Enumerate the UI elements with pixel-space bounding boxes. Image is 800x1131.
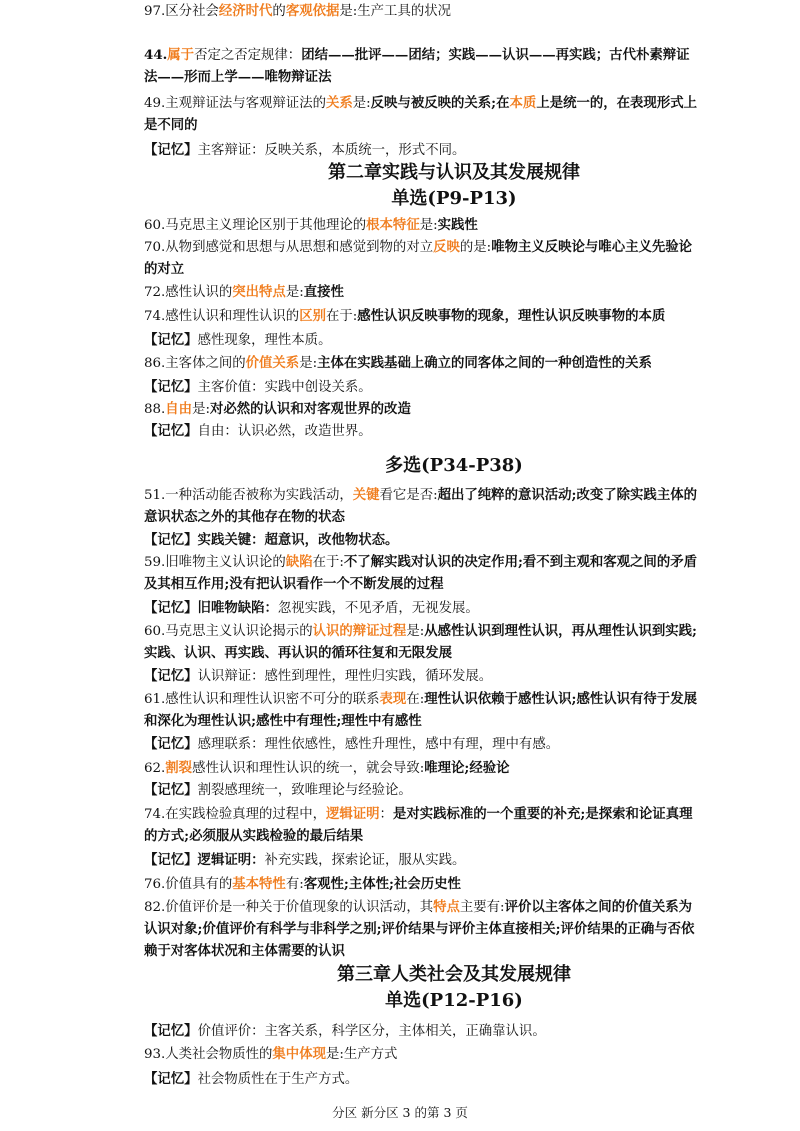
line-text: 是不同的 [144, 117, 198, 133]
memory-note-m82 [144, 1020, 764, 1043]
line-text: 认识辩证：感性到理性，理性归实践，循环发展。 [197, 669, 493, 684]
memory-tag: 【记忆】旧唯物缺陷： [144, 600, 278, 616]
memory-tag: 【记忆】 [144, 1071, 198, 1087]
line-text: 感性认识和理性认识的统一，就会导致: [192, 761, 425, 776]
line-text: 60.马克思主义理论区别于其他理论的 [144, 218, 367, 233]
highlight-keyword: 关键 [352, 487, 380, 503]
line-text: 44. [144, 47, 168, 63]
question-line-q72 [144, 281, 764, 304]
line-text: 是:生产方式 [325, 1047, 398, 1062]
line-text: 是: [299, 356, 318, 371]
highlight-keyword: 割裂 [165, 760, 193, 776]
line-text: 82.价值评价是一种关于价值现象的认识活动，其 [144, 900, 434, 915]
chapter-2-title: 第二章实践与认识及其发展规律 [328, 162, 580, 183]
highlight-keyword: 自由 [165, 401, 193, 417]
memory-note-m61 [144, 733, 764, 756]
line-text: 59.旧唯物主义认识论的 [144, 555, 286, 570]
highlight-keyword: 区别 [299, 308, 326, 324]
line-text: 看它是否: [379, 488, 438, 503]
highlight-keyword: 特点 [433, 899, 460, 915]
memory-tag: 【记忆】 [144, 423, 198, 439]
highlight-keyword: 价值关系 [245, 355, 300, 371]
line-text: 49.主观辩证法与客观辩证法的 [144, 96, 326, 111]
line-text: 实践、认识、再实践、再认识的循环往复和无限发展 [144, 645, 452, 661]
line-text: 的方式;必须服从实践检验的最后结果 [144, 828, 364, 844]
line-text: 是: [192, 402, 210, 417]
line-text: 超出了纯粹的意识活动;改变了除实践主体的 [437, 487, 697, 503]
memory-tag: 【记忆】 [144, 1023, 198, 1039]
line-text: 意识状态之外的其他存在物的状态 [144, 509, 345, 525]
memory-tag: 【记忆】 [144, 379, 198, 395]
memory-tag: 【记忆】 [144, 142, 198, 158]
question-line-q51b [144, 506, 764, 529]
line-text: 割裂感理统一，致唯理论与经验论。 [197, 783, 412, 798]
highlight-keyword: 基本特性 [232, 876, 286, 892]
question-line-q74 [144, 305, 764, 328]
question-line-q44b [144, 66, 764, 89]
chapter-2-single-choice-heading: 单选(P9-P13) [391, 188, 517, 209]
line-text: 主要有: [459, 900, 505, 915]
question-line-q82b [144, 918, 764, 941]
line-text: 否定之否定规律： [194, 48, 302, 63]
question-line-q59b [144, 573, 764, 596]
line-text: 61.感性认识和理性认识密不可分的联系 [144, 692, 380, 707]
memory-tag: 【记忆】 [144, 782, 198, 798]
line-text: 是: [352, 96, 371, 111]
question-line-q60 [144, 214, 764, 237]
line-text: 感性现象，理性本质。 [197, 333, 332, 348]
memory-note-m60 [144, 665, 764, 688]
question-line-q60bb [144, 642, 764, 665]
line-text: 补充实践，探索论证，服从实践。 [264, 853, 466, 868]
question-line-q49a [144, 92, 764, 115]
highlight-keyword: 表现 [379, 691, 407, 707]
line-text: 在于: [312, 555, 344, 570]
line-text: 对必然的认识和对客观世界的改造 [209, 401, 411, 417]
highlight-keyword: 认识的辩证过程 [312, 623, 407, 639]
line-text: 感性认识反映事物的现象，理性认识反映事物的本质 [357, 308, 666, 324]
line-text: 主体在实践基础上确立的同客体之间的一种创造性的关系 [317, 355, 652, 371]
memory-tag: 【记忆】 [144, 332, 198, 348]
line-text: 93.人类社会物质性的 [144, 1047, 273, 1062]
question-line-q60ba [144, 620, 764, 643]
line-text: 团结——批评——团结；实践——认识——再实践；古代朴素辩证 [301, 47, 690, 63]
line-text: 97.区分社会 [144, 4, 219, 19]
line-text: 认识对象;价值评价有科学与非科学之别;评价结果与评价主体直接相关;评价结果的正确与否依 [144, 921, 695, 937]
highlight-keyword: 根本特征 [366, 217, 420, 233]
question-line-q93 [144, 1043, 764, 1066]
memory-tag: 【记忆】 [144, 736, 198, 752]
line-text: 74.在实践检验真理的过程中， [144, 807, 326, 822]
line-text: 上是统一的，在表现形式上 [536, 95, 697, 111]
line-text: 在于: [325, 309, 358, 324]
highlight-keyword: 关系 [325, 95, 353, 111]
memory-tag: 【记忆】实践关键：超意识，改他物状态。 [144, 532, 399, 548]
highlight-keyword: 本质 [509, 95, 537, 111]
memory-note-m93 [144, 1068, 764, 1091]
memory-note-m49 [144, 139, 764, 162]
memory-tag: 【记忆】 [144, 668, 198, 684]
memory-tag: 【记忆】逻辑证明： [144, 852, 265, 868]
line-text: 法——形而上学——唯物辩证法 [144, 69, 332, 85]
memory-note-m74 [144, 329, 764, 352]
line-text: 唯理论;经验论 [424, 760, 510, 776]
line-text: 价值评价：主客关系，科学区分，主体相关，正确靠认识。 [197, 1024, 546, 1039]
memory-note-m51 [144, 529, 764, 552]
memory-note-m59 [144, 597, 764, 620]
line-text: 70.从物到感觉和思想与从思想和感觉到物的对立 [144, 240, 434, 255]
question-line-q61b [144, 710, 764, 733]
chapter-3-single-choice-heading: 单选(P12-P16) [385, 990, 523, 1011]
memory-note-m62 [144, 779, 764, 802]
highlight-keyword: 经济时代 [218, 3, 273, 19]
line-text: 是: [285, 285, 304, 300]
chapter-3-title: 第三章人类社会及其发展规律 [337, 964, 571, 985]
line-text: 是: [419, 218, 438, 233]
memory-note-m86 [144, 376, 764, 399]
line-text: 主客辩证：反映关系，本质统一，形式不同。 [197, 143, 466, 158]
line-text: 主客价值：实践中创设关系。 [197, 380, 372, 395]
question-line-q88 [144, 398, 764, 421]
question-line-q86 [144, 352, 764, 375]
highlight-keyword: 逻辑证明 [325, 806, 380, 822]
line-text: 72.感性认识的 [144, 285, 233, 300]
memory-note-m74b [144, 849, 764, 872]
highlight-keyword: 属于 [167, 47, 195, 63]
line-text: 的是: [459, 240, 492, 255]
line-text: 实践性 [437, 217, 478, 233]
line-text: 的 [272, 4, 286, 19]
line-text: 是:生产工具的状况 [339, 4, 452, 19]
line-text: 忽视实践，不见矛盾，无视发展。 [277, 601, 479, 616]
line-text: 88. [144, 402, 166, 417]
line-text: 和深化为理性认识;感性中有理性;理性中有感性 [144, 713, 422, 729]
line-text: ： [379, 807, 393, 822]
question-line-q70b [144, 258, 764, 281]
memory-note-m88 [144, 420, 764, 443]
line-text: 51.一种活动能否被称为实践活动， [144, 488, 353, 503]
line-text: 从感性认识到理性认识，再从理性认识到实践; [424, 623, 697, 639]
line-text: 62. [144, 761, 166, 776]
question-line-q59a [144, 551, 764, 574]
line-text: 感理联系：理性依感性，感性升理性，感中有理，理中有感。 [197, 737, 560, 752]
line-text: 60.马克思主义认识论揭示的 [144, 624, 313, 639]
line-text: 不了解实践对认识的决定作用;看不到主观和客观之间的矛盾 [343, 554, 697, 570]
line-text: 及其相互作用;没有把认识看作一个不断发展的过程 [144, 576, 444, 592]
question-line-q49b [144, 114, 764, 137]
question-line-q62 [144, 757, 764, 780]
question-line-q51a [144, 484, 764, 507]
highlight-keyword: 集中体现 [272, 1046, 326, 1062]
line-text: 唯物主义反映论与唯心主义先验论 [491, 239, 693, 255]
question-line-q82a [144, 896, 764, 919]
line-text: 评价以主客体之间的价值关系为 [504, 899, 693, 915]
highlight-keyword: 反映 [433, 239, 460, 255]
line-text: 是对实践标准的一个重要的补充;是探索和论证真理 [392, 806, 693, 822]
line-text: 直接性 [303, 284, 344, 300]
line-text: 在: [406, 692, 425, 707]
question-line-q74ba [144, 803, 764, 826]
question-line-q76 [144, 873, 764, 896]
line-text: 86.主客体之间的 [144, 356, 246, 371]
highlight-keyword: 突出特点 [232, 284, 286, 300]
line-text: 74.感性认识和理性认识的 [144, 309, 300, 324]
question-line-q61a [144, 688, 764, 711]
chapter-2-multi-choice-heading: 多选(P34-P38) [385, 455, 523, 476]
question-line-q82c [144, 940, 764, 963]
highlight-keyword: 客观依据 [285, 3, 340, 19]
page-footer: 分区 新分区 3 的第 3 页 [332, 1105, 468, 1120]
question-line-q70a [144, 236, 764, 259]
line-text: 76.价值具有的 [144, 877, 233, 892]
question-line-q44a [144, 44, 764, 67]
line-text: 自由：认识必然，改造世界。 [197, 424, 372, 439]
line-text: 是: [406, 624, 425, 639]
line-text: 的对立 [144, 261, 185, 277]
line-text: 赖于对客体状况和主体需要的认识 [144, 943, 345, 959]
line-text: 理性认识依赖于感性认识;感性认识有待于发展 [424, 691, 697, 707]
line-text: 社会物质性在于生产方式。 [197, 1072, 359, 1087]
question-line-q74bb [144, 825, 764, 848]
line-text: 有: [285, 877, 304, 892]
line-text: 客观性;主体性;社会历史性 [303, 876, 461, 892]
highlight-keyword: 缺陷 [285, 554, 313, 570]
line-text: 反映与被反映的关系;在 [370, 95, 510, 111]
question-line-q97 [144, 0, 764, 23]
